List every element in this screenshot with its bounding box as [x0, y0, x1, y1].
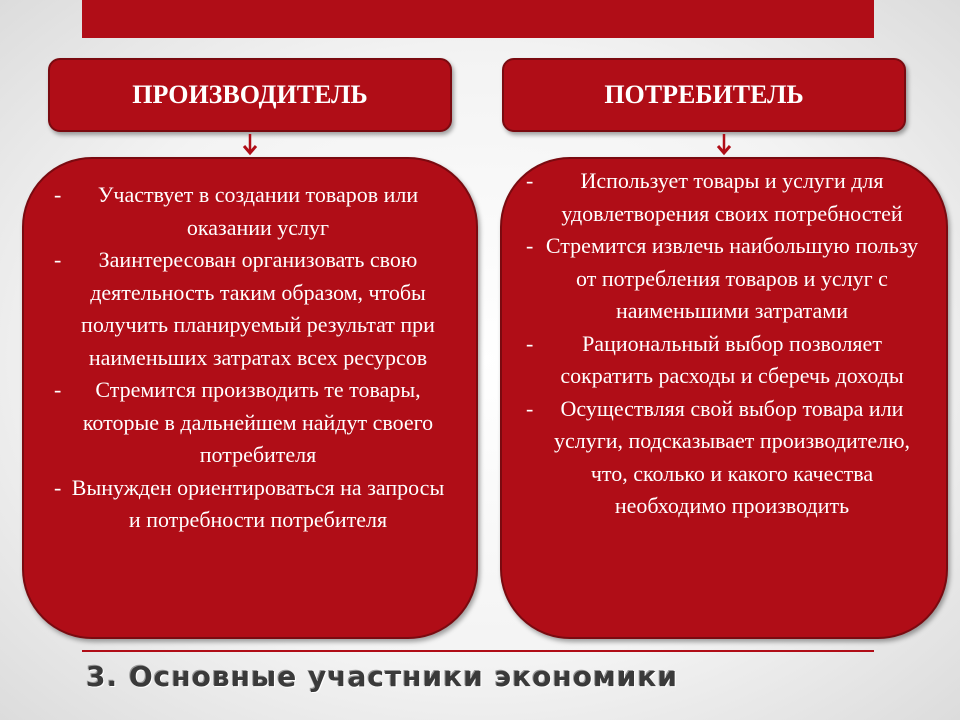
producer-panel — [22, 157, 478, 639]
consumer-header — [502, 58, 906, 132]
chevron-down-icon — [716, 134, 732, 156]
producer-list — [54, 179, 446, 537]
slide-title: 3. Основные участники экономики — [86, 660, 679, 693]
list-item: - Участвует в создании товаров или оказании услуг — [54, 179, 446, 244]
chevron-down-icon — [242, 134, 258, 156]
producer-title: ПРОИЗВОДИТЕЛЬ — [132, 80, 368, 109]
list-item: - Осуществляя свой выбор товара или услуги, подсказывает производителю, что, сколько и какого качества необходимо производить — [526, 393, 922, 523]
list-item: - Стремится производить те товары, которые в дальнейшем найдут своего потребителя — [54, 374, 446, 472]
top-banner — [82, 0, 874, 38]
list-item: - Заинтересован организовать свою деятельность таким образом, чтобы получить планируемый результат при наименьших затратах всех ресурсов — [54, 244, 446, 374]
consumer-panel — [500, 157, 948, 639]
list-item: - Стремится извлечь наибольшую пользу от потребления товаров и услуг с наименьшими затратами — [526, 230, 922, 328]
list-item: - Вынужден ориентироваться на запросы и потребности потребителя — [54, 472, 446, 537]
consumer-list — [526, 165, 922, 523]
list-item: - Рациональный выбор позволяет сократить расходы и сберечь доходы — [526, 328, 922, 393]
producer-header — [48, 58, 452, 132]
list-item: - Использует товары и услуги для удовлетворения своих потребностей — [526, 165, 922, 230]
consumer-title: ПОТРЕБИТЕЛЬ — [604, 80, 804, 109]
